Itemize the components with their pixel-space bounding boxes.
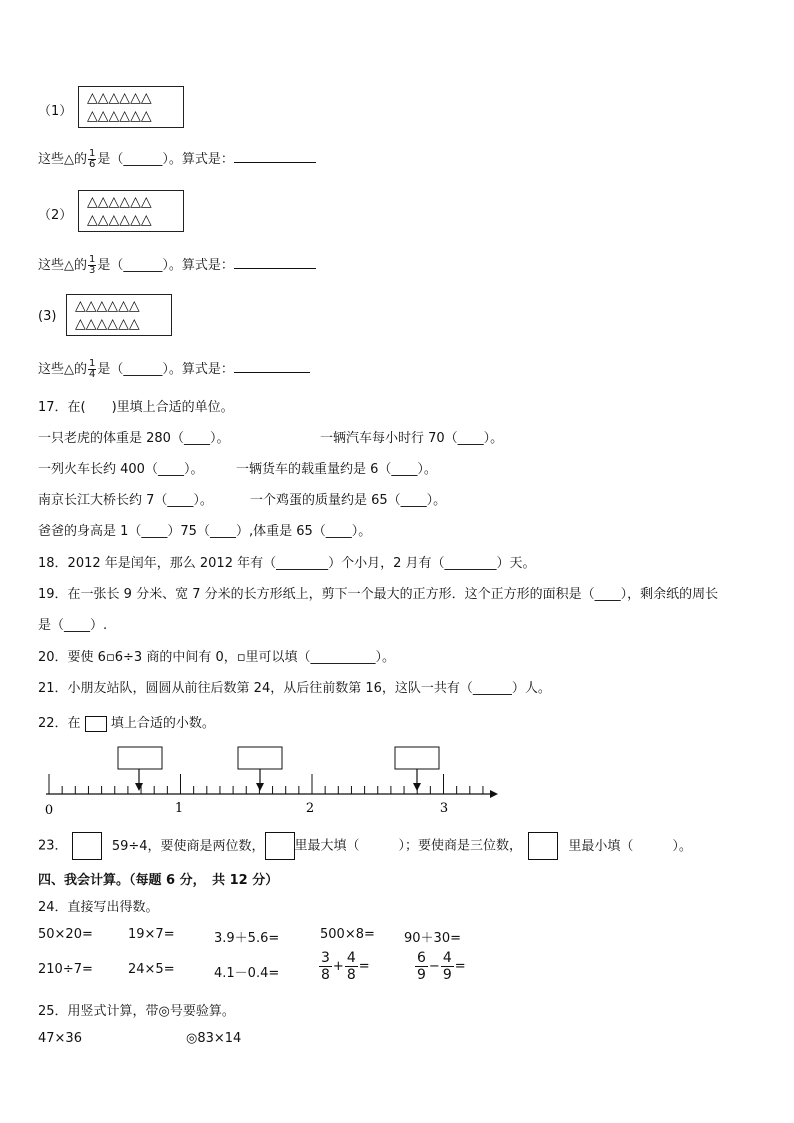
q21: 21．小朋友站队，圆圆从前往后数第 24，从后往前数第 16，这队一共有（______）人。 [38,681,551,696]
calc-item: 210÷7= [38,962,93,977]
triangle-box-2 [78,190,184,232]
blank-box-icon[interactable] [528,832,558,860]
q16-item2-number: （2） [38,208,73,223]
q17-line3a: 南京长江大桥长约 7（____）。 [38,493,213,508]
q16-item2-question: 这些△的 $\frac{1}{3}$ 是（______）。算式是： [38,254,316,276]
triangle-row: △△△△△△ [75,316,140,332]
calc-item: 19×7= [128,927,175,942]
section-title: 四、我会计算。（每题 6 分， 共 12 分） [38,873,279,888]
triangle-box-3 [66,294,172,336]
q25-item-a: 47×36 [38,1031,82,1046]
q22-prompt: 22．在 填上合适的小数。 [38,716,215,731]
number-line [38,742,508,822]
q20: 20．要使 6▫6÷3 商的中间有 0，▫里可以填（__________）。 [38,650,396,665]
q16-item3-number: (3) [38,309,57,324]
q17-line1a: 一只老虎的体重是 280（____）。 [38,431,230,446]
tick-label-0: 0 [44,803,54,818]
q16-item1-number: （1） [38,104,73,119]
answer-line[interactable] [234,360,310,373]
q18: 18．2012 年是闰年，那么 2012 年有（________）个小月，2 月有（________）天。 [38,556,536,571]
calc-item: 3.9＋5.6= [214,931,280,946]
answer-line[interactable] [234,256,316,269]
tick-label-3: 3 [439,801,449,816]
triangle-row: △△△△△△ [87,90,152,106]
blank-box-icon[interactable] [265,832,295,860]
answer-line[interactable] [234,150,316,163]
triangle-row: △△△△△△ [75,298,140,314]
triangle-row: △△△△△△ [87,212,152,228]
q16-item1-question: 这些△的 $\frac{1}{6}$ 是（______）。算式是： [38,148,316,170]
calc-item: 500×8= [320,927,375,942]
calc-item: 90＋30= [404,931,461,946]
fraction: $\frac{1}{4}$ [89,358,96,380]
calc-item: 24×5= [128,962,175,977]
q25-item-b: ◎83×14 [186,1031,242,1046]
fraction-difference: $\frac{6}{9}$ − $\frac{4}{9}$ = [417,950,466,983]
q16-item3-question: 这些△的 $\frac{1}{4}$ 是（______）。算式是： [38,358,310,380]
fraction-sum: $\frac{3}{8}$ + $\frac{4}{8}$ = [321,950,370,983]
answer-box-1 [118,747,162,769]
q17-line2b: 一辆货车的载重量约是 6（____）。 [236,462,437,477]
q23: 23． 59÷4，要使商是两位数， 里最大填（ ）；要使商是三位数， 里最小填（ ）。 [38,832,692,861]
arrow-down-icon [135,783,143,791]
q24-title: 24．直接写出得数。 [38,900,159,915]
tick-label-1: 1 [174,801,184,816]
q17-line3b: 一个鸡蛋的质量约是 65（____）。 [250,493,447,508]
q17-line4: 爸爸的身高是 1（____）75（____）,体重是 65（____）。 [38,524,372,539]
answer-box-2 [238,747,282,769]
arrow-down-icon [256,783,264,791]
fraction: $\frac{1}{6}$ [89,148,96,170]
q19-line1: 19．在一张长 9 分米、宽 7 分米的长方形纸上，剪下一个最大的正方形．这个正方形的面积是（____），剩余纸的周长 [38,587,719,602]
q19-line2: 是（____）. [38,618,108,633]
fraction: $\frac{1}{3}$ [89,254,96,276]
blank-box-icon[interactable] [72,832,102,860]
q17-title: 17．在( )里填上合适的单位。 [38,400,234,415]
calc-item: 50×20= [38,927,93,942]
triangle-row: △△△△△△ [87,108,152,124]
q17-line1b: 一辆汽车每小时行 70（____）。 [320,431,504,446]
calc-item: 4.1－0.4= [214,966,280,981]
answer-box-3 [395,747,439,769]
q25-title: 25．用竖式计算，带◎号要验算。 [38,1004,235,1019]
triangle-row: △△△△△△ [87,194,152,210]
blank-box-icon [85,716,107,732]
tick-label-2: 2 [305,801,315,816]
arrow-right-icon [490,790,498,798]
q17-line2a: 一列火车长约 400（____）。 [38,462,204,477]
triangle-box-1 [78,86,184,128]
